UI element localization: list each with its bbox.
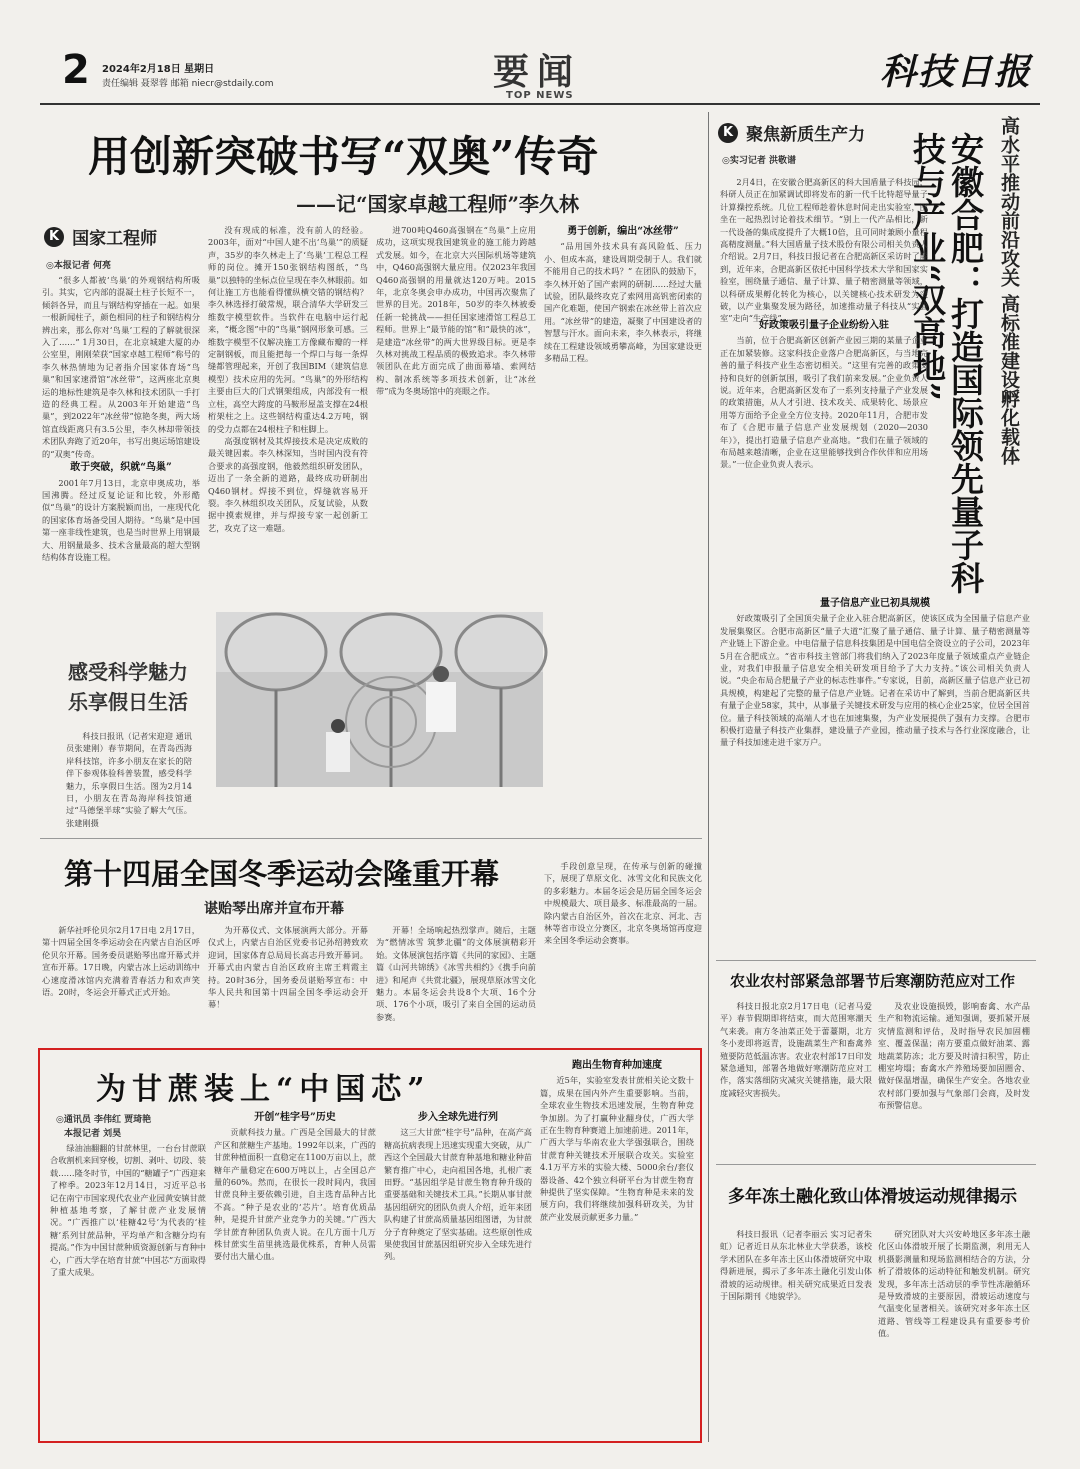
- sugar-col-4: [540, 1058, 694, 1434]
- sugar-subhead: 跑出生物育种加速度: [572, 1060, 662, 1071]
- lead-paragraph: “品用国外技术具有高风险低、压力小、但成本高，建设周期受制于人。我们就不能用自己的技术吗？” 在团队的鼓励下，李久林开始了国产索网的研制……经过大量试验，团队最终攻克了索网用高钒密闭索的国产化难题，使国产钢索在冰丝带上首次应用。“冰丝带”的建造，凝聚了中国建设者的智慧与汗水。面向未来，李久林表示，将继续在工程建设领域勇攀高峰，为国家建设更多精品工程。: [544, 241, 702, 364]
- agri-paragraph: 科技日报北京2月17日电（记者马爱平）春节假期即将结束，而大范围寒潮天气来袭。南方冬油菜正处于蕾薹期，北方冬小麦即将返青，设施蔬菜生产和畜禽养殖要防范低温冻害。农业农村部17日印发紧急通知，部署各地做好寒潮防范应对工作，落实落细防灾减灾关键措施，最大限度减轻灾害损失。: [720, 1001, 872, 1098]
- agri-paragraph: 及农业设施损毁，影响畜禽、水产品生产和物流运输。通知强调，要抓紧开展灾情监测和评估，及时指导农民加固棚室、覆盖保温；南方要重点做好油菜、露地蔬菜防冻；北方要及时清扫积雪，防止棚室垮塌；畜禽水产养殖场要加固圈舍、做好保温增温，确保生产安全。各地农业农村部门要加强与气象部门会商，及时发布预警信息。: [878, 1001, 1030, 1111]
- editor-info: 责任编辑 聂翠蓉 邮箱 niecr@stdaily.com: [102, 79, 274, 89]
- feature-title: 安徽合肥：打造国际领先量子科技与产业“双高地”: [908, 132, 985, 594]
- column-divider: [708, 112, 709, 1442]
- sugar-byline-1: ◎通讯员 李伟红 贾琦艳: [56, 1115, 152, 1125]
- feature-subhead: 量子信息产业已初具规模: [820, 598, 930, 609]
- divider: [716, 960, 1036, 961]
- lead-paragraph: 进700吨Q460高强钢在“鸟巢”上应用成功，这项实现我国建筑业的施工能力跨越式发展。如今，在北京大兴国际机场等建筑中，Q460高强钢大量应用。仅2023年我国Q460高强钢的用量就达120万吨。2015年，北京冬奥会申办成功，中国再次聚焦了世界的目光。2018年，50岁的李久林被委任新一轮挑战——担任国家速滑馆工程总工程师。世界上“最节能的馆”和“最快的冰”，是建造“冰丝带”的两大世界级目标。更是李久林对挑战工程品质的极致追求。李久林带领团队在此方面完成了曲面幕墙、索网结构、制冰系统等多项技术创新，让“冰丝带”成为冬奥场馆中的亮眼之作。: [376, 225, 536, 397]
- lead-paragraph: 2001年7月13日，北京申奥成功，举国沸腾。经过反复论证和比较，外形酷似“鸟巢”的设计方案脱颖而出，一座现代化的国家体育场备受国人期待。“鸟巢”是中国第一座非线性建筑，也是当时世界上用钢最大、用钢量最多、技术含量最高的超大型钢结构体育设施工程。: [42, 477, 200, 562]
- frozen-paragraph: 科技日报讯（记者李丽云 实习记者朱虹）记者近日从东北林业大学获悉，该校学术团队在多年冻土区山体滑坡研究中取得新进展，揭示了多年冻土融化引发山体滑坡的运动规律。相关研究成果近日发表于国际期刊《地貌学》。: [720, 1229, 872, 1302]
- header-rule: [40, 103, 1040, 105]
- feature-byline: ◎实习记者 洪敬谱: [722, 156, 796, 166]
- winter-subtitle: 谌贻琴出席并宣布开幕: [204, 901, 344, 917]
- feature-kicker: 高水平推动前沿攻关 高标准建设孵化载体: [998, 116, 1020, 465]
- lead-col-1: [42, 274, 200, 602]
- lead-subtitle: ——记“国家卓越工程师”李久林: [296, 192, 580, 216]
- feature-col-1a: [720, 176, 928, 324]
- lead-paragraph: 没有现成的标准，没有前人的经验。2003年，面对“中国人建不出‘鸟巢’”的质疑声，35岁的李久林走上了‘鸟巢’工程总工程师的岗位。摊开150张钢结构图纸，“鸟巢”以独特的坐标点位呈现在李久林眼前。如何让施工方也能看得懂纵横交错的钢结构？李久林选择打破常规，联合清华大学研发三维数字模型软件。当软件在电脑中运行起来，“概念图”中的“鸟巢”钢网形象可感。三维数字模型不仅解决施工方像藏布瓣的一样定制钢板，而且能把每一个焊口与每一条焊缝都管理起来，开创了我国BIM（建筑信息模型）技术应用的先河。“鸟巢”的外形结构主要由巨大的门式钢架组成，内部没有一根立柱，高空大跨度的马鞍形屋盖支撑在24根桁架柱之上。这些钢结构重达4.2万吨，钢的受力点都在24根柱子和柱脚上。: [208, 225, 368, 434]
- news-photo: [216, 612, 543, 787]
- feature-paragraph: 好政策吸引了全国顶尖量子企业入驻合肥高新区，使该区成为全国量子信息产业发展集聚区。合肥市高新区“量子大道”汇聚了量子通信、量子计算、量子精密测量等产业链上下游企业。中电信量子信息科技集团是中国电信全资设立的子公司，2023年5月在合肥成立。“省市科技主管部门将我们纳入了2023年度量子领域重点产业链企业，对我们申报量子信息安全相关研发项目给予了大力支持。”该公司相关负责人说。“央企布局合肥量子产业的标志性事件。”专家说，目前，高新区量子信息产业已初具规模，构建起了完整的量子信息产业链。记者在采访中了解到，当前合肥高新区共有量子企业58家，其中，从事量子关键技术研发与应用的核心企业25家，位居全国首位。量子科技领域的高端人才也在加速集聚，为产业发展提供了强有力支撑。合肥市积极打造量子科技产业集群，建设量子产业园，推动量子技术与各行业深度融合，让量子科技加速走进千家万户。: [720, 613, 1030, 748]
- lead-paragraph: 高强度钢材及其焊接技术是决定成败的最关键因素。李久林深知，当时国内没有符合要求的高强度钢，他毅然组织研发团队，迈出了一条全新的道路，最终成功研制出Q460钢材。焊接不到位，焊缝就容易开裂。李久林组织攻关团队，反复试验，从数据中摸索规律，并与焊接专家一起创新工艺，攻克了这一难题。: [208, 435, 368, 533]
- issue-date: 2024年2月18日 星期日: [102, 64, 215, 75]
- divider: [40, 838, 702, 839]
- winter-paragraph: 开幕！全场响起热烈掌声。随后，主题为“燃情冰雪 筑梦北疆”的文体展演精彩开始。文体展演包括序篇《共同的家园》、主题篇《山河共锦绣》《冰雪共相约》《携手向前进》和尾声《共赏北疆》，展现草原冰雪文化魅力。本届冬运会共设8个大项、16个分项、176个小项，吸引了来自全国的运动员参赛。: [376, 925, 536, 1022]
- sugar-subhead: 开创“桂字号”历史: [254, 1112, 336, 1123]
- short-news-body: [66, 730, 192, 828]
- page-number: 2: [62, 47, 90, 93]
- agri-title: 农业农村部紧急部署节后寒潮防范应对工作: [730, 972, 1016, 990]
- feature-subhead: 好政策吸引量子企业纷纷入驻: [759, 320, 889, 331]
- winter-title: 第十四届全国冬季运动会隆重开幕: [64, 857, 500, 891]
- lead-title: 用创新突破书写“双奥”传奇: [88, 132, 599, 181]
- lead-byline: ◎本报记者 何亮: [46, 261, 111, 271]
- short-news-title-1: 感受科学魅力: [68, 660, 188, 684]
- short-news-title-2: 乐享假日生活: [68, 690, 188, 714]
- feature-paragraph: 当前，位于合肥高新区创新产业园三期的某量子企业正在加紧装修。这家科技企业落户合肥高新区，与当地完善的量子科技产业生态密切相关。“这里有完善的政策支持和良好的创新氛围，吸引了我们前来发展。”企业负责人说。近年来，合肥高新区发布了一系列支持量子产业发展的政策措施，从人才引进、技术攻关、成果转化、场景应用等方面给予企业全方位支持。2020年11月，合肥市发布了《合肥市量子信息产业发展规划（2020—2030年）》，提出打造量子信息产业高地。“我们在量子领域的布局越来越清晰，企业在这里能够找到合作伙伴和应用场景。”一位企业负责人表示。: [720, 335, 928, 470]
- winter-paragraph: 手段创意呈现，在传承与创新的碰撞下，展现了草原文化、冰雪文化和民族文化的多彩魅力。本届冬运会是历届全国冬运会中规模最大、项目最多、标准最高的一届。除内蒙古自治区外，首次在北京、河北、吉林等省市设立分赛区，北京冬奥场馆再度迎来全国冬季运动会赛事。: [544, 861, 702, 946]
- winter-col-2: [208, 924, 368, 1036]
- k-logo-icon: K: [718, 123, 738, 143]
- lead-col-3: [376, 224, 536, 602]
- section-english: TOP NEWS: [506, 90, 574, 101]
- column-tag-quality: [718, 120, 865, 145]
- masthead-logo: 科技日报: [880, 51, 1033, 93]
- sugar-col-1: [50, 1142, 206, 1434]
- lead-subhead: 勇于创新，编出“冰丝带”: [567, 226, 679, 237]
- photo-illustration: [216, 612, 543, 787]
- lead-subhead: 敢于突破，织就“鸟巢”: [70, 462, 172, 474]
- sugar-title: 为甘蔗装上“中国芯”: [96, 1072, 431, 1107]
- feature-paragraph: 2月4日，在安徽合肥高新区的科大国盾量子科技园，科研人员正在加紧调试即将发布的新一代千比特超导量子计算操控系统。几位工程师趁着休息时间走出实验室，围坐在一起热烈讨论着技术细节。“别上一代产品相比，新一代设备的集成度提升了大概10倍，且可同时兼顾小量程高精度测量。”科大国盾量子技术股份有限公司相关负责人介绍说。2月7日，科技日报记者在合肥高新区采访时了解到，近年来，合肥高新区依托中国科学技术大学和国家实验室，围绕量子通信、量子计算、量子精密测量等领域，以科研成果孵化转化为核心，以关键核心技术研发为突破，以产业集聚发展为路径，加速推动量子科技从“实验室”走向“生产线”。: [720, 177, 928, 324]
- frozen-title: 多年冻土融化致山体滑坡运动规律揭示: [728, 1187, 1017, 1207]
- k-logo-icon: K: [44, 227, 64, 247]
- column-tag-engineer: [44, 224, 157, 249]
- winter-col-4: [544, 860, 702, 1036]
- winter-col-3: [376, 924, 536, 1036]
- sugar-col-3: [384, 1110, 532, 1434]
- short-news-paragraph: 科技日报讯（记者宋迎迎 通讯员张建刚）春节期间，在青岛西海岸科技馆，许多小朋友在家长的陪伴下参观体验科普装置，感受科学魅力，乐享假日生活。图为2月14日，小朋友在青岛海岸科技馆通过“马德堡半球”实验了解大气压。张建刚摄: [66, 731, 192, 828]
- sugar-col-2: [214, 1110, 376, 1434]
- winter-paragraph: 为开幕仪式、文体展演两大部分。开幕仪式上，内蒙古自治区党委书记孙绍骋致欢迎词，国家体育总局局长高志丹致开幕词。开幕式由内蒙古自治区政府主席王莉霞主持。20时36分，国务委员谌贻琴宣布：中华人民共和国第十四届全国冬季运动会开幕！: [208, 925, 368, 1010]
- lead-col-4: [544, 224, 702, 602]
- frozen-paragraph: 研究团队对大兴安岭地区多年冻土融化区山体滑坡开展了长期监测，利用无人机摄影测量和现场监测相结合的方法，分析了滑坡体的运动特征和触发机制。研究发现，多年冻土活动层的季节性冻融循环是导致滑坡的主要原因，滑坡运动速度与气温变化显著相关。该研究对多年冻土区道路、管线等工程建设具有重要参考价值。: [878, 1229, 1030, 1339]
- sugar-paragraph: 这三大甘蔗“桂字号”品种，在高产高糖高抗病表现上迅速实现重大突破，从广西这个全国最大甘蔗育种基地和糖业种苗繁育推广中心，走向祖国各地，扎根广袤田野。“基因组学是甘蔗生物育种升级的重要基础和关键技术工具。”长期从事甘蔗基因组研究的团队负责人介绍，近年来团队构建了甘蔗高质量基因组图谱，为甘蔗分子育种奠定了坚实基础。这些原创性成果使我国甘蔗基因组研究步入全球先进行列。: [384, 1127, 532, 1262]
- frozen-col-2: [878, 1228, 1030, 1438]
- lead-col-2: [208, 224, 368, 602]
- feature-col-1b: [720, 318, 928, 588]
- winter-paragraph: 新华社呼伦贝尔2月17日电 2月17日，第十四届全国冬季运动会在内蒙古自治区呼伦贝尔开幕。国务委员谌贻琴出席开幕式并宣布开幕。17日晚，内蒙古冰上运动训练中心速度滑冰馆内充满着青春活力和欢声笑语。20时，冬运会开幕式正式开始。: [42, 925, 200, 998]
- lead-paragraph: “很多人都被‘鸟巢’的外观钢结构所吸引。其实，它内部的混凝土柱子长短不一，倾斜各异，而且与钢结构穿插在一起。如果一根新闻柱子，颜色相同的柱子和钢结构分辨出来，那么你对‘鸟巢’工程的了解就很深入了……” 1月30日，在北京城建大厦的办公室里，刚刚荣获“国家卓越工程师”称号的李久林热情地为记者指介国家体育场“鸟巢”和国家速滑馆“冰丝带”，这两座北京奥运的地标性建筑是李久林和技术团队一手打造的经典工程。从2003年开始建造“鸟巢”，到2022年“冰丝带”惊艳冬奥，两大场馆直线距离只有3.5公里，李久林却带领技术团队奔跑了近20年，书写出奥运场馆建设的“双奥”传奇。: [42, 275, 200, 459]
- section-title: 要闻: [493, 52, 582, 93]
- sugar-paragraph: 贡献科技力量。广西是全国最大的甘蔗产区和蔗糖生产基地。1992年以来，广西的甘蔗种植面积一直稳定在1100万亩以上，蔗糖年产量稳定在600万吨以上，占全国总产量的60%。然而，在很长一段时间内，我国甘蔗良种主要依赖引进，自主选育品种占比不高。“种子是农业的‘芯片’。培育优质品种，是提升甘蔗产业竞争力的关键。”广西大学甘蔗育种团队负责人说。在几方面十几万株甘蔗实生苗里挑选最优株系，育种人员需要付出大量心血。: [214, 1127, 376, 1262]
- agri-col-2: [878, 1000, 1030, 1156]
- agri-col-1: [720, 1000, 872, 1156]
- sugar-subhead: 步入全球先进行列: [418, 1112, 498, 1123]
- column-label: 国家工程师: [72, 229, 158, 249]
- feature-col-2: [720, 596, 1030, 956]
- winter-col-1: [42, 924, 200, 1036]
- column-label: 聚焦新质生产力: [746, 125, 866, 145]
- frozen-col-1: [720, 1228, 872, 1438]
- sugar-byline-2: 本报记者 刘昊: [64, 1129, 122, 1139]
- sugar-paragraph: 绿油油翻翻的甘蔗林里，一台台甘蔗联合收割机来回穿梭，切割、剥叶、切段、装载……隆冬时节，中国的“糖罐子”广西迎来了榨季。2023年12月14日，习近平总书记在南宁市国家现代农业产业园黄安镇甘蔗种植基地考察，了解甘蔗产业发展情况。“广西推广以‘桂糖42号’为代表的‘桂糖’系列甘蔗品种，平均单产和含糖分均有提高。”作为中国甘蔗种质资源创新与育种中心，广西大学在培育甘蔗“中国芯”方面取得了重大成果。: [50, 1143, 206, 1278]
- divider: [716, 1164, 1036, 1165]
- sugar-paragraph: 近5年，实验室发表甘蔗相关论文数十篇，成果在国内外产生重要影响。当前，全球农业生物技术迅速发展，生物育种竞争加剧。为了打赢种业翻身仗，广西大学正在生物育种赛道上加速前进。2011年，广西大学与华南农业大学强强联合，围绕甘蔗育种关键技术开展联合攻关。实验室4.1万平方米的实验大楼、5000余台/套仪器设备、42个独立科研平台为甘蔗生物育种提供了坚实保障。“生物育种是未来的发展方向，我们将继续加强科研攻关，为甘蔗产业发展贡献更多力量。”: [540, 1075, 694, 1222]
